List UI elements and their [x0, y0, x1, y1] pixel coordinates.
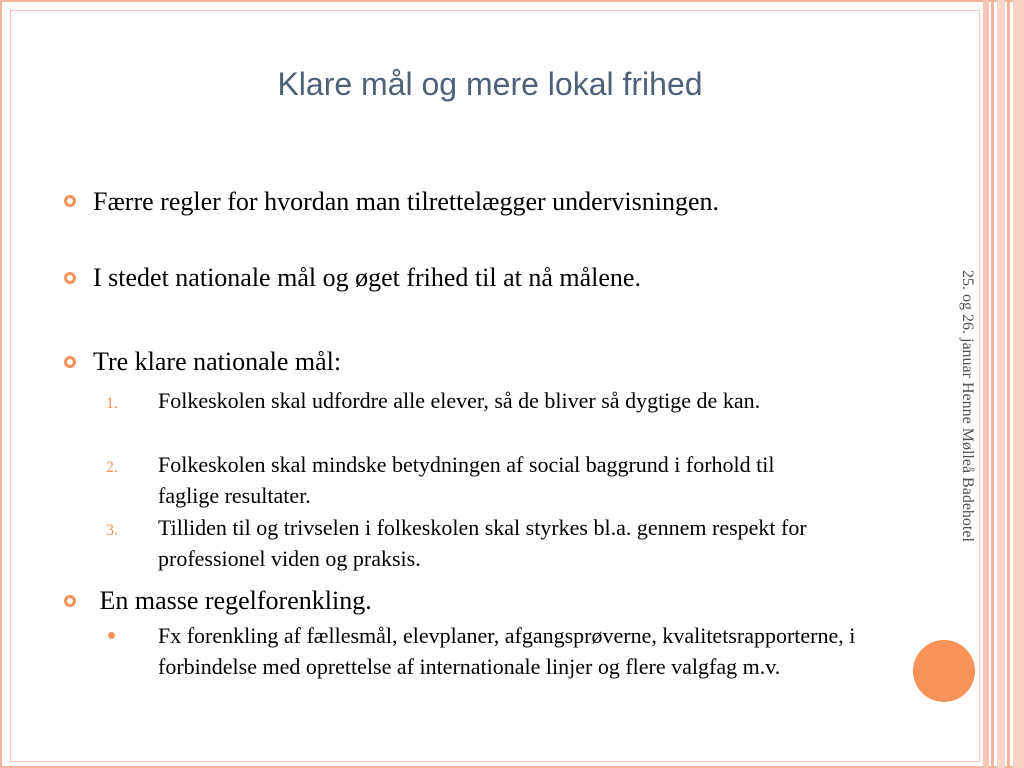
decorative-stripes [983, 0, 1024, 768]
list-number: 2. [106, 459, 118, 476]
bullet-circle-icon [64, 272, 76, 284]
sub-item-text: Folkeskolen skal udfordre alle elever, så de bliver så dygtige de kan. [158, 388, 761, 413]
bullet-text-1: Færre regler for hvordan man tilrettelægger undervisningen. [93, 187, 719, 216]
sub-item-text: Tilliden til og trivselen i folkeskolen skal styrkes bl.a. gennem respekt for professionel viden og praksis. [158, 515, 807, 571]
footer-date-location: 25. og 26. januar Henne Mølleå Badehotel [959, 270, 976, 542]
bullet-circle-icon [64, 595, 76, 607]
sub-item-text: Fx forenkling af fællesmål, elevplaner, afgangsprøverne, kvalitetsrapporterne, i forbindelse med oprettelse af internationale linjer og flere valgfag m.v. [158, 623, 856, 679]
bullet-text-4: En masse regelforenkling. [93, 586, 372, 615]
slide-title: Klare mål og mere lokal frihed [277, 66, 703, 102]
bullet-text-2: I stedet nationale mål og øget frihed til at nå målene. [93, 263, 641, 292]
list-number: 3. [106, 522, 118, 539]
sub-item-text: Folkeskolen skal mindske betydningen af social baggrund i forhold til faglige resultater. [158, 452, 775, 508]
bullet-circle-icon [64, 195, 76, 207]
decorative-circle [913, 640, 975, 702]
bullet-text-3: Tre klare nationale mål: [93, 347, 342, 376]
bullet-circle-icon [64, 356, 76, 368]
list-number: 1. [106, 395, 118, 412]
bullet-dot-icon [108, 632, 115, 639]
